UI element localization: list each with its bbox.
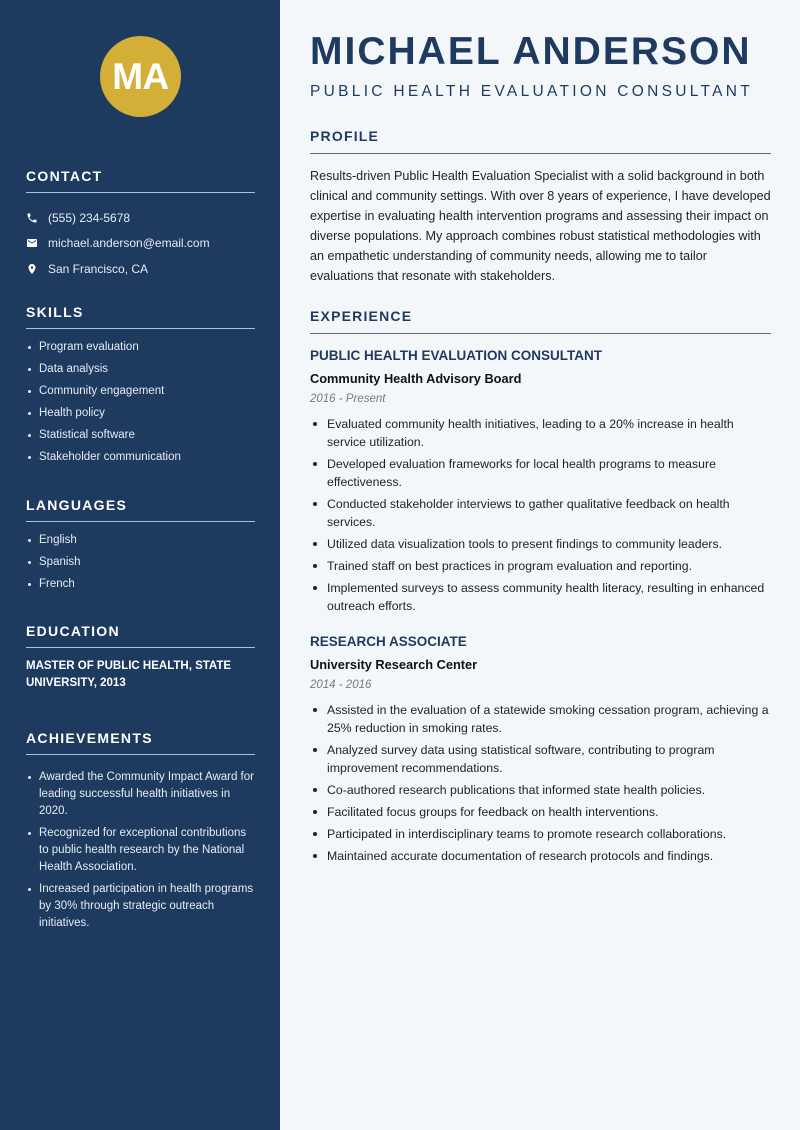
experience-heading: EXPERIENCE bbox=[310, 308, 771, 334]
job-title: PUBLIC HEALTH EVALUATION CONSULTANT bbox=[310, 348, 602, 363]
job-bullet: Utilized data visualization tools to present findings to community leaders. bbox=[310, 535, 771, 553]
job-bullet: Evaluated community health initiatives, leading to a 20% increase in health service utilization. bbox=[310, 415, 771, 451]
job-bullet: Assisted in the evaluation of a statewide smoking cessation program, achieving a 25% reduction in smoking rates. bbox=[310, 701, 771, 737]
job-bullet: Participated in interdisciplinary teams to promote research collaborations. bbox=[310, 825, 771, 843]
achievements-list bbox=[26, 769, 255, 932]
skill-item: Community engagement bbox=[26, 383, 255, 400]
avatar-initials: MA bbox=[100, 36, 181, 117]
job-company: University Research Center bbox=[310, 657, 478, 672]
profile-heading: PROFILE bbox=[310, 128, 771, 154]
job-bullets bbox=[310, 701, 771, 865]
job-title: RESEARCH ASSOCIATE bbox=[310, 634, 467, 649]
job-bullet: Conducted stakeholder interviews to gather qualitative feedback on health services. bbox=[310, 495, 771, 531]
job-dates: 2016 - Present bbox=[310, 393, 386, 405]
job-bullet: Facilitated focus groups for feedback on health interventions. bbox=[310, 803, 771, 821]
job-bullet: Co-authored research publications that informed state health policies. bbox=[310, 781, 771, 799]
achievements-heading: ACHIEVEMENTS bbox=[26, 730, 255, 755]
languages-list bbox=[26, 532, 255, 593]
contact-location-text: San Francisco, CA bbox=[48, 261, 149, 276]
skill-item: Data analysis bbox=[26, 361, 255, 378]
email-icon bbox=[26, 237, 38, 249]
job-entry bbox=[310, 633, 771, 865]
sidebar bbox=[0, 0, 280, 1130]
skills-section bbox=[26, 304, 255, 471]
education-entry: MASTER OF PUBLIC HEALTH, STATE UNIVERSITY, 2013 bbox=[26, 660, 232, 689]
language-item: French bbox=[26, 576, 255, 593]
job-entry bbox=[310, 347, 771, 615]
candidate-title: PUBLIC HEALTH EVALUATION CONSULTANT bbox=[310, 83, 754, 100]
contact-phone bbox=[26, 205, 255, 231]
job-dates: 2014 - 2016 bbox=[310, 679, 372, 691]
education-heading: EDUCATION bbox=[26, 623, 255, 648]
phone-icon bbox=[26, 212, 38, 224]
experience-section bbox=[310, 308, 771, 869]
language-item: Spanish bbox=[26, 554, 255, 571]
contact-email-text: michael.anderson@email.com bbox=[48, 236, 210, 251]
profile-summary: Results-driven Public Health Evaluation Specialist with a solid background in both clinical and community settings. With over 8 years of experience, I have developed expertise in evaluating health intervention programs and assessing their impact on diverse populations. My approach combines robust statistical methodologies with an empathetic understanding of community needs, allowing me to tailor evaluations that resonate with stakeholders. bbox=[310, 169, 771, 283]
job-bullet: Implemented surveys to assess community health literacy, resulting in enhanced outreach efforts. bbox=[310, 579, 771, 615]
achievement-item: Increased participation in health programs by 30% through strategic outreach initiatives. bbox=[26, 881, 255, 932]
job-bullets bbox=[310, 415, 771, 615]
skills-list bbox=[26, 339, 255, 466]
job-bullet: Maintained accurate documentation of research protocols and findings. bbox=[310, 847, 771, 865]
profile-section bbox=[310, 128, 771, 286]
contact-location bbox=[26, 256, 255, 282]
contact-list bbox=[26, 205, 255, 282]
achievements-section bbox=[26, 730, 255, 937]
job-company: Community Health Advisory Board bbox=[310, 371, 522, 386]
skill-item: Health policy bbox=[26, 405, 255, 422]
education-section bbox=[26, 623, 255, 692]
achievement-item: Awarded the Community Impact Award for leading successful health initiatives in 2020. bbox=[26, 769, 255, 820]
achievement-item: Recognized for exceptional contributions to public health research by the National Health Association. bbox=[26, 825, 255, 876]
job-bullet: Developed evaluation frameworks for local health programs to measure effectiveness. bbox=[310, 455, 771, 491]
candidate-name: MICHAEL ANDERSON bbox=[310, 30, 752, 73]
contact-phone-text: (555) 234-5678 bbox=[48, 210, 131, 225]
languages-section bbox=[26, 497, 255, 598]
job-bullet: Analyzed survey data using statistical software, contributing to program improvement recommendations. bbox=[310, 741, 771, 777]
contact-section bbox=[26, 168, 255, 282]
job-bullet: Trained staff on best practices in program evaluation and reporting. bbox=[310, 557, 771, 575]
skill-item: Statistical software bbox=[26, 427, 255, 444]
location-pin-icon bbox=[26, 263, 38, 275]
skill-item: Program evaluation bbox=[26, 339, 255, 356]
language-item: English bbox=[26, 532, 255, 549]
skill-item: Stakeholder communication bbox=[26, 449, 255, 466]
contact-email bbox=[26, 231, 255, 257]
languages-heading: LANGUAGES bbox=[26, 497, 255, 522]
skills-heading: SKILLS bbox=[26, 304, 255, 329]
contact-heading: CONTACT bbox=[26, 168, 255, 193]
